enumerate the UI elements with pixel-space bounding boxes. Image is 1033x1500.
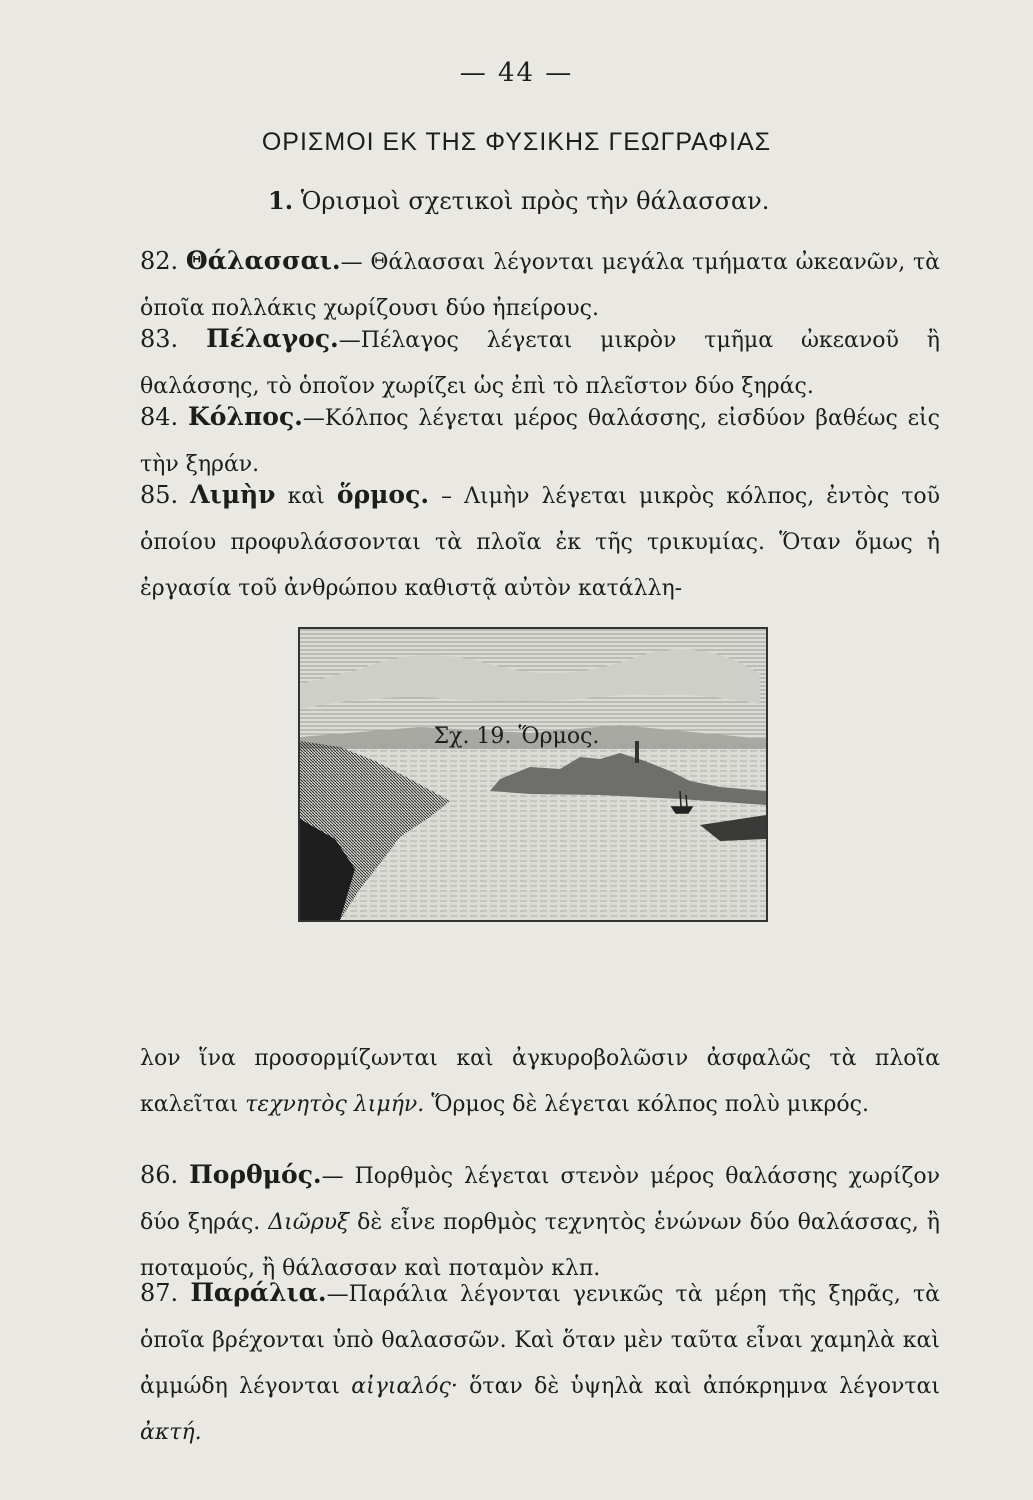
- paragraph-term: Κόλπος.: [188, 402, 303, 431]
- paragraph-term: Λιμὴν: [190, 480, 276, 509]
- paragraph-conj: καὶ: [287, 484, 325, 509]
- continuation-italic: τεχνητὸς λιμήν.: [245, 1092, 425, 1117]
- paragraph-87: [140, 1270, 940, 1456]
- paragraph-term: Παράλια.: [190, 1278, 327, 1307]
- paragraph-text-end: δὲ εἶνε πορθμὸς τεχνητὸς ἑνώνων δύο θαλάσσας, ἢ ποταμούς, ἢ θάλασσαν καὶ ποταμὸν κλπ.: [140, 1210, 940, 1281]
- paragraph-text: – Λιμὴν λέγεται μικρὸς κόλπος, ἐντὸς τοῦ ὁποίου προφυλάσσονται τὰ πλοῖα ἐκ τῆς τρικυμίας. Ὅταν ὅμως ἡ ἐργασία τοῦ ἀνθρώπου καθιστᾷ αὐτὸν κατάλλη-: [140, 484, 940, 601]
- page-number: — 44 —: [459, 58, 574, 88]
- paragraph-text: —Παράλια λέγονται γενικῶς τὰ μέρη τῆς ξηρᾶς, τὰ ὁποῖα βρέχονται ὑπὸ θαλασσῶν. Καὶ ὅταν μὲν ταῦτα εἶναι χαμηλὰ καὶ ἀμμώδη λέγονται: [140, 1282, 941, 1399]
- paragraph-number: 85.: [140, 481, 179, 509]
- harbor-illustration: [298, 627, 768, 922]
- paragraph-italic-end: ἀκτή.: [140, 1420, 202, 1445]
- paragraph-italic: αἰγιαλός·: [351, 1374, 458, 1399]
- paragraph-text: — Πορθμὸς λέγεται στενὸν μέρος θαλάσσης χωρίζον δύο ξηράς.: [140, 1164, 940, 1235]
- paragraph-number: 82.: [140, 247, 179, 275]
- continuation-text: λον ἵνα προσορμίζωνται καὶ ἀγκυροβολῶσιν ἀσφαλῶς τὰ πλοῖα καλεῖται: [140, 1046, 940, 1117]
- figure-caption: Σχ. 19. Ὅρμος.: [433, 724, 600, 749]
- page-title: ΟΡΙΣΜΟΙ ΕΚ ΤΗΣ ΦΥΣΙΚΗΣ ΓΕΩΓΡΑΦΙΑΣ: [261, 128, 772, 156]
- paragraph-number: 87.: [140, 1279, 179, 1307]
- paragraph-text: —Πέλαγος λέγεται μικρὸν τμῆμα ὠκεανοῦ ἢ θαλάσσης, τὸ ὁποῖον χωρίζει ὡς ἐπὶ τὸ πλεῖστον δύο ξηράς.: [140, 328, 940, 399]
- continuation-text-end: Ὅρμος δὲ λέγεται κόλπος πολὺ μικρός.: [424, 1092, 869, 1117]
- paragraph-85: [140, 472, 940, 612]
- paragraph-italic: Διῶρυξ: [268, 1210, 350, 1235]
- paragraph-text: — Θάλασσαι λέγονται μεγάλα τμήματα ὠκεανῶν, τὰ ὁποῖα πολλάκις χωρίζουσι δύο ἠπείρους.: [140, 250, 940, 321]
- paragraph-term: Πέλαγος.: [206, 324, 339, 353]
- paragraph-term: Θάλασσαι.: [185, 246, 341, 275]
- harbor-engraving: [300, 629, 766, 920]
- subheading-number: 1.: [268, 186, 294, 215]
- paragraph-number: 84.: [140, 403, 179, 431]
- continuation-paragraph: [140, 1036, 940, 1128]
- paragraph-number: 86.: [140, 1161, 179, 1189]
- subheading-text: Ὁρισμοὶ σχετικοὶ πρὸς τὴν θάλασσαν.: [300, 187, 770, 215]
- paragraph-term: Πορθμός.: [189, 1160, 322, 1189]
- subheading: [268, 186, 769, 215]
- paragraph-number: 83.: [140, 325, 179, 353]
- paragraph-text-mid: ὅταν δὲ ὑψηλὰ καὶ ἀπόκρημνα λέγονται: [457, 1374, 940, 1399]
- paragraph-term-2: ὅρμος.: [336, 480, 430, 509]
- paragraph-text: —Κόλπος λέγεται μέρος θαλάσσης, εἰσδύον βαθέως εἰς τὴν ξηράν.: [140, 406, 940, 477]
